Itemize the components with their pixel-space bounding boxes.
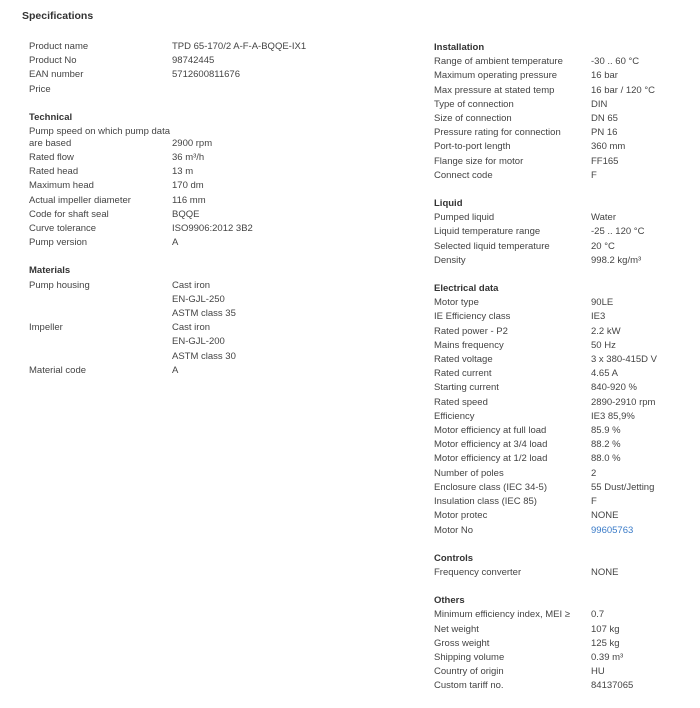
spec-label: Rated power - P2 [434, 325, 508, 337]
spec-value-line: IE3 [591, 311, 606, 323]
spec-label: Efficiency [434, 410, 475, 422]
spec-row-impeller [29, 321, 389, 364]
spec-value-line: 88.0 % [591, 453, 621, 465]
spec-label: Motor efficiency at 3/4 load [434, 439, 548, 451]
spec-value [591, 310, 696, 324]
spec-row-rated-power-p2 [434, 325, 696, 339]
spec-value-line: F [591, 169, 597, 181]
spec-label: Maximum operating pressure [434, 70, 558, 82]
spec-row-enclosure-class-iec-34-5 [434, 481, 696, 495]
spec-value [591, 140, 696, 154]
group-heading: Controls [434, 552, 474, 564]
spec-value-line: 16 bar / 120 °C [591, 84, 656, 96]
spec-value [172, 321, 389, 364]
spec-value-line: 36 m³/h [172, 152, 205, 164]
spec-label: Number of poles [434, 467, 504, 479]
spec-row-product-no [29, 54, 389, 68]
spec-value [591, 637, 696, 651]
spec-row-motor-efficiency-at-full-load [434, 424, 696, 438]
spec-label: Price [29, 83, 51, 95]
spec-label: Mains frequency [434, 339, 504, 351]
spec-row-frequency-converter [434, 566, 696, 580]
spec-value [591, 155, 696, 169]
spec-label: Motor type [434, 297, 479, 309]
spec-value [172, 165, 389, 179]
spec-row-rated-head [29, 165, 389, 179]
spec-label: Pumped liquid [434, 212, 495, 224]
motor-no-link[interactable]: 99605763 [591, 524, 634, 536]
spec-value [591, 296, 696, 310]
spec-value-line: 0.7 [591, 609, 605, 621]
spec-row-pump-version [29, 236, 389, 250]
spec-row-rated-current [434, 367, 696, 381]
spec-label: Enclosure class (IEC 34-5) [434, 481, 547, 493]
spec-row-insulation-class-iec-85 [434, 495, 696, 509]
spec-value [591, 651, 696, 665]
group-heading: Installation [434, 42, 485, 53]
spec-label: Motor efficiency at full load [434, 425, 547, 437]
spec-value-line: 0.39 m³ [591, 651, 624, 663]
spec-value [172, 236, 389, 250]
spec-value-line: EN-GJL-250 [172, 293, 225, 305]
spec-label: Rated voltage [434, 354, 493, 366]
spec-label: EAN number [29, 69, 84, 81]
spec-label: Size of connection [434, 113, 512, 125]
spec-value [591, 566, 696, 580]
spec-value [591, 84, 696, 98]
spec-value [591, 69, 696, 83]
spec-value [591, 665, 696, 679]
spec-value-line: 55 Dust/Jetting [591, 481, 655, 493]
spec-row-size-of-connection [434, 112, 696, 126]
spec-row-rated-voltage [434, 353, 696, 367]
spec-label: Motor No [434, 524, 474, 536]
spec-value-line: 88.2 % [591, 439, 621, 451]
spec-value-line: 840-920 % [591, 382, 637, 394]
spec-label: Rated speed [434, 396, 488, 408]
spec-value [172, 68, 389, 82]
spec-row-actual-impeller-diameter [29, 194, 389, 208]
spec-value-line: 16 bar [591, 70, 618, 82]
spec-label: Actual impeller diameter [29, 194, 131, 206]
spec-row-rated-speed [434, 396, 696, 410]
spec-value [591, 225, 696, 239]
spec-row-max-pressure-at-stated-temp [434, 84, 696, 98]
spec-row-efficiency [434, 410, 696, 424]
spec-value-line: PN 16 [591, 127, 618, 139]
spec-value [591, 353, 696, 367]
spec-row-motor-protec [434, 509, 696, 523]
page-title: Specifications [22, 10, 94, 22]
spec-value [591, 169, 696, 183]
spec-value [172, 194, 389, 208]
spec-value [172, 151, 389, 165]
spec-group-materials [29, 264, 389, 378]
spec-label: Material code [29, 364, 87, 376]
spec-value-line: ISO9906:2012 3B2 [172, 223, 253, 235]
spec-value-line: 107 kg [591, 623, 620, 635]
spec-row-ean-number [29, 68, 389, 82]
spec-value [591, 112, 696, 126]
spec-value [591, 240, 696, 254]
spec-value [172, 208, 389, 222]
spec-value [591, 339, 696, 353]
spec-row-product-name [29, 40, 389, 54]
spec-label: Shipping volume [434, 651, 505, 663]
spec-label: Country of origin [434, 666, 504, 678]
spec-value-line: F [591, 496, 597, 508]
spec-label: Liquid temperature range [434, 226, 541, 238]
spec-label: Minimum efficiency index, MEI ≥ [434, 609, 570, 621]
spec-value-line: TPD 65-170/2 A-F-A-BQQE-IX1 [172, 41, 307, 52]
spec-value [591, 211, 696, 225]
spec-value [591, 381, 696, 395]
spec-value-line: 90LE [591, 297, 614, 309]
spec-row-country-of-origin [434, 665, 696, 679]
spec-value-line: 84137065 [591, 680, 634, 692]
group-heading: Technical [29, 111, 73, 123]
spec-row-port-to-port-length [434, 140, 696, 154]
spec-value-line: 170 dm [172, 180, 204, 192]
spec-value [591, 438, 696, 452]
spec-label: Starting current [434, 382, 499, 394]
spec-value [591, 495, 696, 509]
spec-value-line: 125 kg [591, 637, 620, 649]
spec-value-line: DN 65 [591, 113, 618, 125]
spec-value-line: A [172, 364, 179, 376]
spec-value-line: NONE [591, 510, 619, 522]
spec-group-controls [434, 552, 696, 580]
spec-row-gross-weight [434, 637, 696, 651]
spec-value-line: A [172, 237, 179, 249]
spec-value-line: 4.65 A [591, 368, 618, 380]
spec-label: Type of connection [434, 98, 514, 110]
spec-value-line: -25 .. 120 °C [591, 226, 645, 238]
spec-row-code-for-shaft-seal [29, 208, 389, 222]
spec-value-line: Cast iron [172, 322, 211, 334]
spec-label: IE Efficiency class [434, 311, 511, 323]
spec-value-line: 13 m [172, 166, 194, 178]
spec-value-line: EN-GJL-200 [172, 336, 225, 348]
spec-row-density [434, 254, 696, 268]
spec-value [172, 40, 389, 54]
spec-row-flange-size-for-motor [434, 155, 696, 169]
spec-row-ie-efficiency-class [434, 310, 696, 324]
spec-value [591, 467, 696, 481]
spec-label: Insulation class (IEC 85) [434, 496, 537, 508]
spec-row-price [29, 83, 389, 97]
spec-group-general [29, 40, 389, 97]
spec-value-line: 998.2 kg/m³ [591, 254, 642, 266]
spec-value-line: Water [591, 212, 616, 224]
spec-value [172, 83, 389, 97]
spec-label: Density [434, 254, 466, 266]
spec-row-net-weight [434, 623, 696, 637]
spec-label: Flange size for motor [434, 155, 524, 167]
spec-row-starting-current [434, 381, 696, 395]
spec-group-technical [29, 111, 389, 251]
spec-row-custom-tariff-no [434, 679, 696, 693]
spec-row-selected-liquid-temperature [434, 240, 696, 254]
spec-row-maximum-head [29, 179, 389, 193]
spec-row-material-code [29, 364, 389, 378]
spec-row-motor-efficiency-at-3-4-load [434, 438, 696, 452]
spec-label: Pump version [29, 237, 88, 249]
spec-label: Motor efficiency at 1/2 load [434, 453, 548, 465]
spec-value [591, 254, 696, 268]
spec-value [591, 55, 696, 69]
spec-row-pressure-rating-for-connection [434, 126, 696, 140]
spec-row-number-of-poles [434, 467, 696, 481]
spec-value [591, 481, 696, 495]
spec-value [591, 98, 696, 112]
spec-group-electrical-data [434, 282, 696, 538]
spec-label: Gross weight [434, 637, 490, 649]
spec-row-range-of-ambient-temperature [434, 55, 696, 69]
spec-value-line: -30 .. 60 °C [591, 56, 640, 68]
spec-column-left [29, 40, 389, 392]
spec-value-line: HU [591, 666, 605, 678]
spec-label: Connect code [434, 169, 493, 181]
spec-row-minimum-efficiency-index-mei [434, 608, 696, 622]
spec-label: Frequency converter [434, 566, 522, 578]
spec-value [591, 608, 696, 622]
spec-value-line: 116 mm [172, 194, 206, 206]
spec-value [172, 364, 389, 378]
spec-label: Selected liquid temperature [434, 240, 550, 252]
group-heading: Liquid [434, 198, 463, 210]
spec-value-line: 2900 rpm [172, 137, 213, 149]
spec-row-curve-tolerance [29, 222, 389, 236]
spec-label: Impeller [29, 322, 63, 334]
spec-value [591, 126, 696, 140]
spec-group-installation [434, 41, 696, 183]
spec-label: Range of ambient temperature [434, 56, 563, 68]
spec-value-line: 2890-2910 rpm [591, 396, 656, 408]
spec-row-maximum-operating-pressure [434, 69, 696, 83]
spec-value-line: ASTM class 35 [172, 308, 236, 320]
spec-value-line: Cast iron [172, 279, 211, 291]
spec-value-line: 50 Hz [591, 339, 616, 351]
spec-group-others [434, 594, 696, 693]
spec-value [591, 410, 696, 424]
spec-value-line: ASTM class 30 [172, 350, 236, 362]
spec-value [172, 125, 389, 151]
spec-value [172, 54, 389, 68]
spec-row-connect-code [434, 169, 696, 183]
spec-value-line: BQQE [172, 208, 200, 220]
spec-row-rated-flow [29, 151, 389, 165]
group-heading: Materials [29, 265, 71, 277]
spec-group-liquid [434, 197, 696, 268]
group-heading: Electrical data [434, 283, 499, 295]
spec-column-right [434, 40, 696, 708]
spec-value-line: DIN [591, 98, 608, 110]
spec-row-pump-speed-on-which-pump-data-are-based [29, 125, 389, 151]
spec-value [591, 424, 696, 438]
spec-row-shipping-volume [434, 651, 696, 665]
spec-label: Port-to-port length [434, 141, 511, 153]
spec-label: Rated current [434, 368, 492, 380]
spec-row-motor-type [434, 296, 696, 310]
spec-value[interactable] [591, 524, 696, 538]
spec-row-motor-efficiency-at-1-2-load [434, 452, 696, 466]
spec-value [172, 222, 389, 236]
spec-value [172, 279, 389, 322]
spec-value-line: 3 x 380-415D V [591, 354, 658, 366]
spec-row-pumped-liquid [434, 211, 696, 225]
spec-label: Maximum head [29, 180, 94, 192]
spec-label: Curve tolerance [29, 223, 97, 235]
spec-row-pump-housing [29, 279, 389, 322]
spec-value-line: 85.9 % [591, 425, 621, 437]
spec-value-line: 20 °C [591, 240, 615, 252]
spec-label: Product name [29, 41, 89, 52]
spec-value [591, 452, 696, 466]
spec-value [591, 509, 696, 523]
spec-value [172, 179, 389, 193]
spec-value [591, 325, 696, 339]
spec-value [591, 367, 696, 381]
spec-label: Rated head [29, 166, 79, 178]
spec-value-line: 2.2 kW [591, 325, 621, 337]
spec-label: Product No [29, 55, 77, 67]
group-heading: Others [434, 595, 465, 607]
spec-label: Code for shaft seal [29, 208, 109, 220]
spec-row-type-of-connection [434, 98, 696, 112]
spec-label: Pump housing [29, 279, 90, 291]
spec-label: Max pressure at stated temp [434, 84, 555, 96]
spec-label: Rated flow [29, 152, 74, 164]
spec-value-line: 2 [591, 467, 597, 479]
spec-label: Custom tariff no. [434, 680, 504, 692]
spec-value-line [172, 83, 389, 97]
spec-value-line: FF165 [591, 155, 619, 167]
spec-value [591, 679, 696, 693]
spec-row-motor-no [434, 524, 696, 538]
spec-value-line: 360 mm [591, 141, 626, 153]
spec-value-line: NONE [591, 566, 619, 578]
spec-value [591, 623, 696, 637]
spec-value-line: 5712600811676 [172, 69, 240, 81]
spec-label: Pressure rating for connection [434, 127, 561, 139]
spec-value-line: IE3 85,9% [591, 410, 635, 422]
spec-row-mains-frequency [434, 339, 696, 353]
spec-value [591, 396, 696, 410]
spec-label: Net weight [434, 623, 479, 635]
spec-label: Pump speed on which pump data are based [29, 126, 171, 149]
spec-value-line: 98742445 [172, 55, 215, 67]
spec-row-liquid-temperature-range [434, 225, 696, 239]
spec-label: Motor protec [434, 510, 488, 522]
